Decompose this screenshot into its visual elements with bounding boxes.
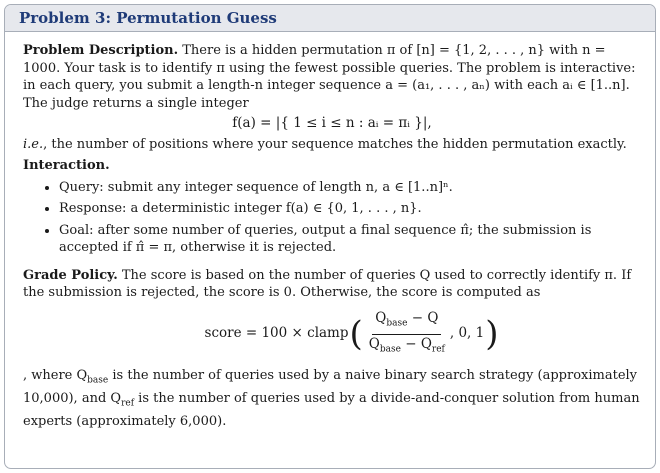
description-paragraph (23, 42, 641, 112)
grade-heading: Grade Policy. (23, 267, 118, 283)
description-heading: Problem Description. (23, 43, 179, 58)
description-followup-text: , the number of positions where your sequence matches the hidden permutation exactly. (43, 136, 627, 152)
formula-right: , 0, 1 (449, 325, 485, 342)
description-text: There is a hidden permutation π of [n] = {1, 2, . . . , n} with n = 1000. Your task is to identify π using the fewest possible queries. The problem is interactive: in each query, you submit a length-n integer sequence a = (a₁, . . . , aₙ) with each aᵢ ∈ [1..n]. The judge returns a single integer (23, 43, 636, 111)
problem-card (4, 4, 656, 469)
score-fraction (366, 310, 448, 359)
fraction-numerator: $Q_{base} - Q$ (372, 310, 441, 335)
paren-open: ( (349, 314, 363, 355)
score-formula (63, 310, 641, 359)
interaction-list (23, 179, 641, 257)
problem-title: Problem 3: Permutation Guess (5, 5, 655, 32)
list-item: • Goal: after some number of queries, output a final sequence π̂; the submission is accepted if π̂ = π, otherwise it is rejected. (59, 222, 641, 257)
grade-paragraph (23, 267, 641, 302)
interaction-heading: Interaction. (23, 158, 110, 173)
problem-body (5, 32, 655, 431)
paren-close: ) (485, 314, 499, 355)
judge-equation: f(a) = |{ 1 ≤ i ≤ n : aᵢ = πᵢ }|, (232, 115, 432, 131)
fraction-denominator: $Q_{base} - Q_{ref}$ (368, 335, 445, 355)
grade-followup: , where $Q_{base}$ is the number of queries used by a naive binary search strategy (approximately 10,000), and $Q_{ref}$ is the number of queries used by a divide-and-conquer solution from human experts (approximately 6,000). (23, 367, 640, 430)
formula-left: score = 100 × clamp (204, 325, 349, 342)
description-followup (23, 136, 641, 154)
ie-abbrev: i.e. (23, 136, 44, 152)
grade-text: The score is based on the number of queries Q used to correctly identify π. If the submission is rejected, the score is 0. Otherwise, the score is computed as (23, 267, 632, 300)
list-item: • Response: a deterministic integer f(a) ∈ {0, 1, . . . , n}. (59, 200, 641, 218)
list-item: • Query: submit any integer sequence of length n, a ∈ [1..n]ⁿ. (59, 179, 641, 197)
